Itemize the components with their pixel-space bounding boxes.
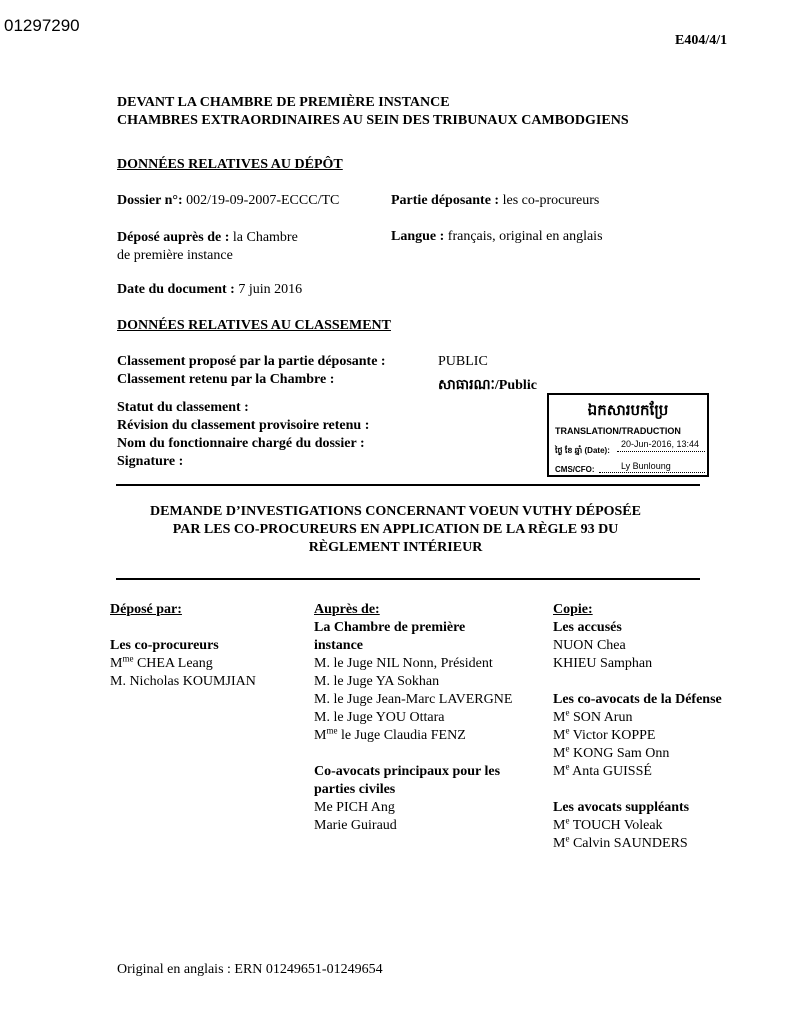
document-date-label: Date du document :	[117, 282, 235, 297]
stamp-date-label: ថ្ងៃ ខែ ឆ្នាំ (Date):	[555, 446, 610, 455]
copy-heading: Copie:	[553, 602, 593, 617]
retained-classification-value: សាធារណៈ/Public	[438, 378, 537, 393]
proposed-classification-value: PUBLIC	[438, 354, 488, 369]
records-officer-label: Nom du fonctionnaire chargé du dossier :	[117, 436, 365, 451]
defence-lawyer-3: Me KONG Sam Onn	[553, 743, 670, 761]
defence-lawyer-2: Me Victor KOPPE	[553, 725, 656, 743]
court-name-line1: DEVANT LA CHAMBRE DE PREMIÈRE INSTANCE	[117, 95, 450, 110]
footer-ern: Original en anglais : ERN 01249651-01249654	[117, 962, 383, 977]
document-title-line2: PAR LES CO-PROCUREURS EN APPLICATION DE LA RÈGLE 93 DU	[172, 522, 619, 537]
before-column	[314, 601, 512, 835]
stamp-cms-line	[599, 472, 705, 473]
defence-lawyer-4: Me Anta GUISSÉ	[553, 761, 652, 779]
filed-by-heading: Déposé par:	[110, 602, 182, 617]
document-title	[0, 503, 791, 557]
document-reference: E404/4/1	[675, 33, 728, 48]
classification-status-label: Statut du classement :	[117, 400, 249, 415]
dossier-label: Dossier n°:	[117, 193, 183, 208]
filing-party-value: les co-procureurs	[502, 193, 600, 208]
defence-lawyer-1: Me SON Arun	[553, 707, 633, 725]
dossier-field	[117, 193, 339, 209]
classification-heading: DONNÉES RELATIVES AU CLASSEMENT	[117, 318, 391, 333]
divider-top	[116, 484, 700, 486]
accused-heading: Les accusés	[553, 620, 622, 635]
civil-party-lawyers-heading-line2: parties civiles	[314, 782, 396, 797]
document-title-line1: DEMANDE D’INVESTIGATIONS CONCERNANT VOEUN VUTHY DÉPOSÉE	[150, 504, 641, 519]
filed-with-label: Déposé auprès de :	[117, 230, 230, 245]
document-title-line3: RÈGLEMENT INTÉRIEUR	[308, 540, 483, 555]
judge-1: M. le Juge NIL Nonn, Président	[314, 656, 493, 671]
before-heading: Auprès de:	[314, 602, 380, 617]
proposed-classification-label: Classement proposé par la partie déposante :	[117, 354, 386, 369]
filing-party-label: Partie déposante :	[391, 193, 500, 208]
page-id: 01297290	[4, 16, 80, 35]
co-prosecutor-2: M. Nicholas KOUMJIAN	[110, 674, 256, 689]
filing-heading: DONNÉES RELATIVES AU DÉPÔT	[117, 157, 343, 172]
civil-party-lawyers-heading-line1: Co-avocats principaux pour les	[314, 764, 501, 779]
language-value: français, original en anglais	[447, 229, 603, 244]
court-name-line2: CHAMBRES EXTRAORDINAIRES AU SEIN DES TRIBUNAUX CAMBODGIENS	[117, 113, 629, 128]
defence-lawyers-heading: Les co-avocats de la Défense	[553, 692, 722, 707]
accused-1: NUON Chea	[553, 638, 626, 653]
stamp-cms-label: CMS/CFO:	[555, 465, 595, 474]
judge-4: M. le Juge YOU Ottara	[314, 710, 445, 725]
document-date-value: 7 juin 2016	[238, 282, 303, 297]
filed-with-field	[117, 229, 298, 265]
copy-column	[553, 601, 722, 853]
standby-lawyer-1: Me TOUCH Voleak	[553, 815, 663, 833]
language-field	[391, 229, 603, 245]
standby-lawyers-heading: Les avocats suppléants	[553, 800, 690, 815]
translation-stamp	[547, 393, 709, 477]
stamp-subtitle: TRANSLATION/TRADUCTION	[555, 426, 681, 436]
stamp-date-line	[617, 451, 705, 452]
trial-chamber-heading-line1: La Chambre de première	[314, 620, 466, 635]
trial-chamber-heading-line2: instance	[314, 638, 363, 653]
co-prosecutors-heading: Les co-procureurs	[110, 638, 219, 653]
filed-by-column	[110, 601, 256, 691]
filed-with-value: la Chambre	[232, 230, 298, 245]
judge-3: M. le Juge Jean-Marc LAVERGNE	[314, 692, 513, 707]
provisional-review-label: Révision du classement provisoire retenu :	[117, 418, 370, 433]
judge-5: $M^{me}$ le Juge Claudia FENZ	[314, 725, 466, 743]
filing-party-field	[391, 193, 599, 209]
document-date-field	[117, 282, 302, 298]
civil-party-lawyer-2: Marie Guiraud	[314, 818, 397, 833]
judge-2: M. le Juge YA Sokhan	[314, 674, 440, 689]
classification-status-block	[117, 399, 369, 471]
stamp-cms-value: Ly Bunloung	[621, 461, 671, 471]
co-prosecutor-1: $M^{me}$ CHEA Leang	[110, 653, 213, 671]
language-label: Langue :	[391, 229, 445, 244]
civil-party-lawyer-1: Me PICH Ang	[314, 800, 395, 815]
stamp-title: ឯកសារបកប្រែ	[587, 402, 669, 419]
filed-with-value-cont: de première instance	[117, 248, 233, 263]
stamp-date-value: 20-Jun-2016, 13:44	[621, 439, 700, 449]
divider-bottom	[116, 578, 700, 580]
retained-classification-label: Classement retenu par la Chambre :	[117, 372, 335, 387]
standby-lawyer-2: Me Calvin SAUNDERS	[553, 833, 688, 851]
signature-label: Signature :	[117, 454, 184, 469]
dossier-value: 002/19-09-2007-ECCC/TC	[186, 193, 340, 208]
accused-2: KHIEU Samphan	[553, 656, 653, 671]
